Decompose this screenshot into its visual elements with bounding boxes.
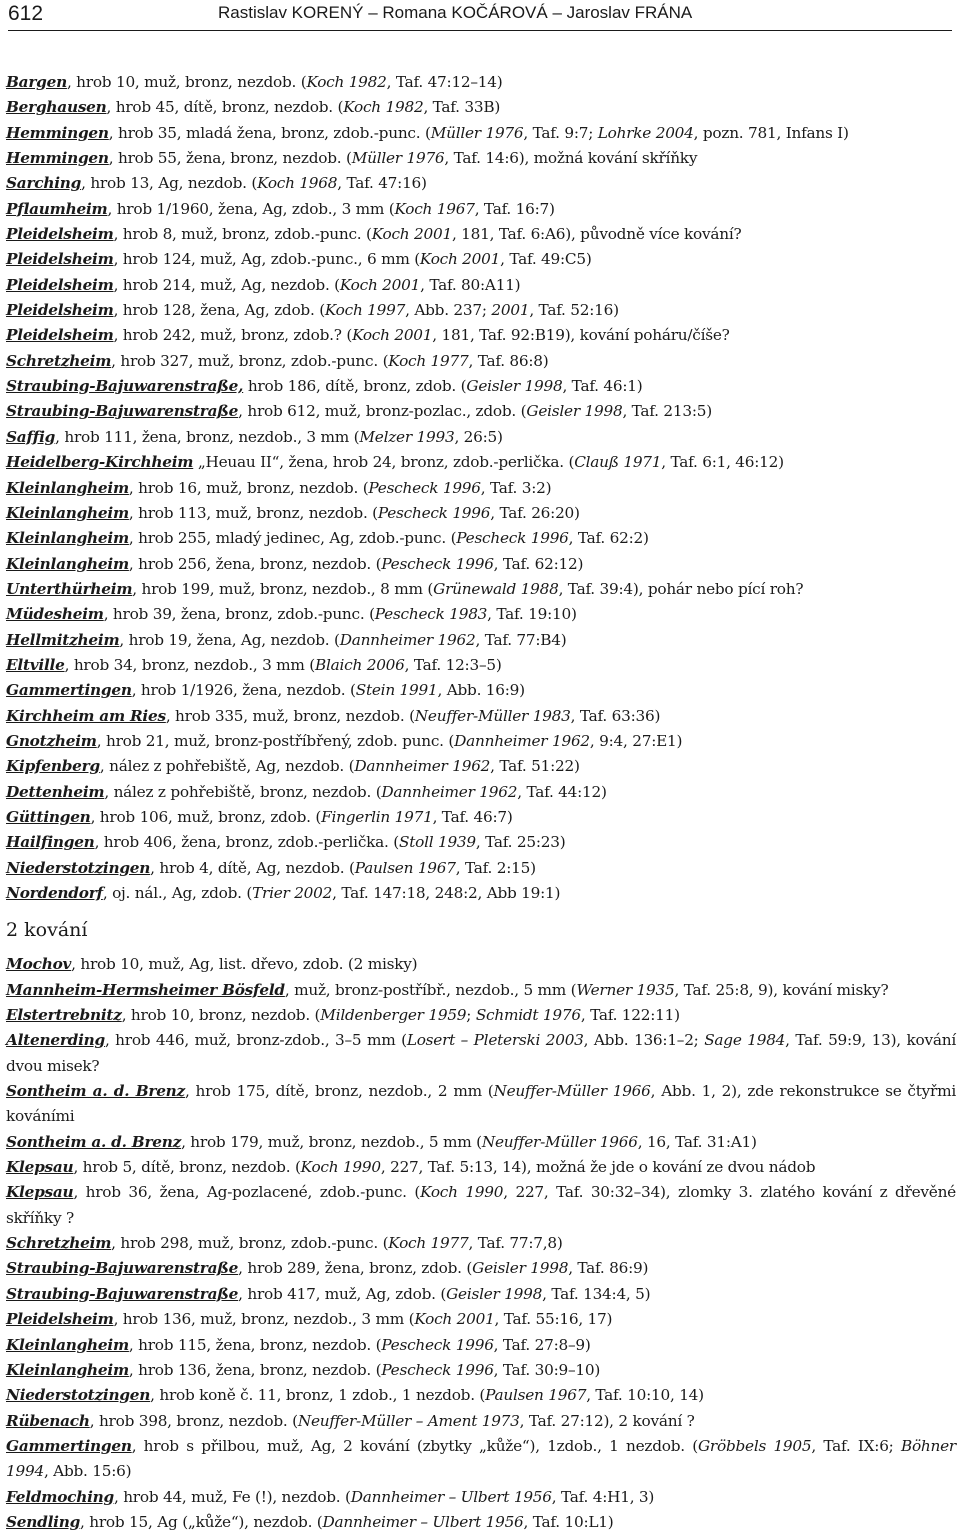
entry-text: , 9:4, 27:E1) [589,731,683,750]
entry-text: , hrob 128, žena, Ag, zdob. ( [113,301,325,320]
catalogue-entry [6,1307,956,1332]
literature-reference: Pescheck 1983 [374,605,488,624]
literature-reference: Dannheimer 1962 [354,757,491,776]
catalogue-entry [6,1231,956,1256]
entry-text: , Taf. 134:4, 5) [542,1284,651,1303]
entry-text: , hrob 327, muž, bronz, zdob.-punc. ( [111,351,389,370]
catalogue-entry [6,171,956,196]
entry-text: , Taf. 12:3–5) [404,655,502,674]
entry-text: , Abb. 16:9) [437,681,525,700]
entry-text: , hrob 199, muž, bronz, nezdob., 8 mm ( [132,579,434,598]
catalogue-entry [6,1079,956,1130]
entry-text: , hrob 446, muž, bronz-zdob., 3–5 mm ( [104,1031,407,1050]
site-name: Pleidelsheim [6,250,114,269]
entry-text: , hrob 16, muž, bronz, nezdob. ( [128,478,369,497]
catalogue-entry [6,1434,956,1485]
catalogue-entry [6,476,956,501]
entry-text: , hrob 34, bronz, nezdob., 3 mm ( [64,655,316,674]
entry-text: , hrob 335, muž, bronz, nezdob. ( [165,706,415,725]
entry-text: , hrob 417, muž, Ag, zdob. ( [238,1284,447,1303]
site-name: Gammertingen [6,1436,132,1455]
entry-text: , Taf. 52:16) [529,301,619,320]
literature-reference: Paulsen 1967 [485,1386,587,1405]
literature-reference: Melzer 1993 [359,427,455,446]
literature-reference: Koch 2001 [371,225,452,244]
entry-text: , Abb. 15:6) [43,1462,132,1481]
literature-reference: Koch 1977 [388,351,469,370]
site-name: Pleidelsheim [6,1310,114,1329]
entry-text: , Taf. 44:12) [517,782,607,801]
literature-reference: Dannheimer 1962 [454,731,590,750]
entry-text: , Taf. 3:2) [480,478,552,497]
entry-text: , hrob 115, žena, bronz, nezdob. ( [128,1335,382,1354]
literature-reference: Müller 1976 [430,123,524,142]
entry-text: , hrob 179, muž, bronz, nezdob., 5 mm ( [181,1132,482,1151]
entry-text: ; [466,1006,476,1025]
catalogue-entry [6,222,956,247]
literature-reference: Koch 1977 [388,1234,469,1253]
site-name: Kleinlangheim [6,1335,129,1354]
catalogue-entry [6,628,956,653]
entry-text: , hrob 1/1926, žena, nezdob. ( [131,681,356,700]
entry-text: , Taf. 55:16, 17) [494,1310,613,1329]
site-name: Pleidelsheim [6,301,114,320]
catalogue-entry [6,978,956,1003]
entry-text: , hrob 612, muž, bronz-pozlac., zdob. ( [238,402,527,421]
catalogue-entry [6,146,956,171]
entry-text: , nález z pohřebiště, Ag, nezdob. ( [99,757,355,776]
catalogue-entry [6,856,956,881]
site-name: Schretzheim [6,1234,112,1253]
entry-text: , Taf. 27:12), 2 kování ? [519,1411,695,1430]
site-name: Kipfenberg [6,757,100,776]
site-name: Nordendorf [6,884,103,902]
site-name: Rübenach [6,1411,90,1430]
entry-text: , pozn. 781, Infans I) [693,123,849,142]
catalogue-entry [6,247,956,272]
entry-text: , hrob 113, muž, bronz, nezdob. ( [128,503,378,522]
site-name: Kirchheim am Ries [6,706,166,725]
site-name: Kleinlangheim [6,503,129,522]
entry-text: , hrob 4, dítě, Ag, nezdob. ( [150,858,355,877]
catalogue-entry [6,1510,956,1535]
entry-text: , hrob 111, žena, bronz, nezdob., 3 mm ( [55,427,360,446]
literature-reference: Koch 2001 [339,275,421,294]
entry-text: , Taf. 122:11) [580,1006,680,1025]
entry-text: , hrob 136, žena, bronz, nezdob. ( [128,1360,382,1379]
entry-text: , Taf. 77:7,8) [468,1234,563,1253]
site-name: Niederstotzingen [6,858,151,877]
catalogue-entry [6,704,956,729]
literature-reference: Pescheck 1996 [381,554,494,573]
entry-text: , Taf. 26:20) [490,503,580,522]
catalogue-entry [6,323,956,348]
entry-text: , hrob 136, muž, bronz, nezdob., 3 mm ( [113,1310,415,1329]
entry-text: , Taf. 2:15) [455,858,536,877]
site-name: Klepsau [6,1183,74,1202]
running-title: Rastislav KORENÝ – Romana KOČÁROVÁ – Jaroslav FRÁNA [218,3,693,22]
entry-text: , 16, Taf. 31:A1) [637,1132,757,1151]
entry-text: , Taf. 147:18, 248:2, Abb 19:1) [332,884,561,902]
entry-text: , Taf. 19:10) [487,605,577,624]
entry-text: , hrob 406, žena, bronz, zdob.-perlička. ( [94,833,399,852]
entry-text: , Taf. 62:12) [493,554,584,573]
literature-reference: Paulsen 1967 [354,858,456,877]
catalogue-entry [6,754,956,779]
site-name: Pflaumheim [6,199,108,218]
literature-reference: Dannheimer 1962 [339,630,476,649]
literature-reference: Dannheimer – Ulbert 1956 [322,1512,524,1531]
literature-reference: Blaich 2006 [315,655,405,674]
entry-text: , Abb. 1, 2), zde rekonstrukce se čtyřmi kováními [6,1082,956,1126]
entry-text: , Taf. 62:2) [568,529,649,548]
entry-text: , Taf. 9:7; [523,123,598,142]
literature-reference: Neuffer-Müller – Ament 1973 [297,1411,520,1430]
site-name: Bargen [6,73,67,91]
literature-reference: Koch 2001 [414,1310,495,1329]
site-name: Müdesheim [6,605,104,624]
entry-text: , nález z pohřebiště, bronz, nezdob. ( [104,782,382,801]
site-name: Schretzheim [6,351,112,370]
entry-text: , Taf. 86:8) [468,351,549,370]
entry-text: , 227, Taf. 30:32–34), zlomky 3. zlatého kování z dřevěné skříňky ? [6,1183,956,1227]
entry-text: , Taf. 46:1) [562,377,643,396]
site-name: Elstertrebnitz [6,1006,122,1025]
catalogue-entry [6,1155,956,1180]
entry-text: , Taf. 10:10, 14) [586,1386,704,1405]
site-name: Klepsau [6,1158,74,1177]
entry-text: , Abb. 237; [405,301,492,320]
literature-reference: Sage 1984 [704,1031,786,1050]
entry-text: , Taf. 63:36) [570,706,661,725]
entry-text: „Heuau II“, žena, hrob 24, bronz, zdob.-perlička. ( [193,453,575,472]
site-name: Kleinlangheim [6,1360,129,1379]
catalogue-entry [6,399,956,424]
site-name: Straubing-Bajuwarenstraße [6,1259,239,1278]
literature-reference: Stoll 1939 [398,833,476,852]
literature-reference: Geisler 1998 [446,1284,543,1303]
literature-reference: Dannheimer 1962 [381,782,518,801]
literature-reference: Trier 2002 [252,884,333,902]
entry-text: , Abb. 136:1–2; [583,1031,705,1050]
catalogue-entry [6,1180,956,1231]
catalogue-entry [6,1333,956,1358]
literature-reference: Koch 1968 [257,174,338,193]
catalogue-entry [6,678,956,703]
literature-reference: Koch 1982 [343,98,424,117]
catalogue-entry [6,1028,956,1079]
site-name: Mannheim-Hermsheimer Bösfeld [6,980,285,999]
literature-reference: Neuffer-Müller 1983 [414,706,571,725]
entry-text: , Taf. 47:12–14) [386,73,503,91]
literature-reference: Grünewald 1988 [433,579,559,598]
site-name: Güttingen [6,807,91,826]
site-name: Hemmingen [6,123,109,142]
literature-reference: Geisler 1998 [466,377,563,396]
site-name: Sarching [6,174,82,193]
site-name: Gnotzheim [6,731,97,750]
entry-text: , hrob 298, muž, bronz, zdob.-punc. ( [111,1234,389,1253]
catalogue-entry [6,1003,956,1028]
site-name: Straubing-Bajuwarenstraße [6,402,239,421]
catalogue-entry [6,526,956,551]
entry-text: , muž, bronz-postříbř., nezdob., 5 mm ( [284,980,577,999]
site-name: Eltville [6,655,65,674]
site-name: Sontheim a. d. Brenz [6,1132,182,1151]
entry-text: , Taf. 10:L1) [523,1512,614,1531]
entry-text: , hrob 1/1960, žena, Ag, zdob., 3 mm ( [107,199,395,218]
entry-text: hrob 186, dítě, bronz, zdob. ( [243,377,467,396]
literature-reference: 2001 [491,301,530,320]
site-name: Pleidelsheim [6,326,114,345]
entry-text: , Taf. 27:8–9) [493,1335,591,1354]
entry-text: , Taf. 80:A11) [420,275,521,294]
literature-reference: Dannheimer – Ulbert 1956 [350,1487,552,1506]
literature-reference: Pescheck 1996 [381,1335,494,1354]
entry-text: , Taf. IX:6; [811,1436,901,1455]
entry-text: , hrob 15, Ag („kůže“), nezdob. ( [80,1512,323,1531]
literature-reference: Böhner 1994 [6,1436,956,1481]
catalogue-entry [6,197,956,222]
literature-reference: Koch 2001 [352,326,433,345]
catalogue-entry [6,1358,956,1383]
entry-text: , oj. nál., Ag, zdob. ( [102,884,253,902]
site-name: Sontheim a. d. Brenz [6,1082,185,1101]
site-name: Hemmingen [6,149,109,168]
entry-text: , hrob 35, mladá žena, bronz, zdob.-punc. ( [108,123,431,142]
entry-text: , hrob 256, žena, bronz, nezdob. ( [128,554,382,573]
site-name: Dettenheim [6,782,105,801]
catalogue-entry [6,1282,956,1307]
literature-reference: Pescheck 1996 [368,478,481,497]
site-name: Hellmitzheim [6,630,120,649]
site-name: Mochov [6,955,72,974]
literature-reference: Mildenberger 1959 [320,1006,467,1025]
literature-reference: Koch 1967 [394,199,475,218]
entry-text: , hrob 10, bronz, nezdob. ( [121,1006,321,1025]
site-name: Gammertingen [6,681,132,700]
catalogue-entry [6,552,956,577]
site-name: Altenerding [6,1031,105,1050]
catalogue-entry [6,1383,956,1408]
entry-text: , hrob 106, muž, bronz, zdob. ( [90,807,322,826]
entry-text: , hrob 242, muž, bronz, zdob.? ( [113,326,353,345]
entry-text: , hrob 45, dítě, bronz, nezdob. ( [106,98,344,117]
entry-text: , Taf. 4:H1, 3) [551,1487,655,1506]
literature-reference: Schmidt 1976 [475,1006,581,1025]
entry-text: , 26:5) [454,427,503,446]
literature-reference: Koch 1990 [420,1183,504,1202]
site-name: Kleinlangheim [6,478,129,497]
entry-text: , hrob 214, muž, Ag, nezdob. ( [113,275,340,294]
entry-text: , Taf. 25:23) [475,833,566,852]
entry-text: , hrob 44, muž, Fe (!), nezdob. ( [113,1487,351,1506]
entry-text: , hrob 13, Ag, nezdob. ( [81,174,258,193]
entry-text: , Taf. 16:7) [474,199,555,218]
entry-text: , hrob 39, žena, bronz, zdob.-punc. ( [103,605,375,624]
entry-text: , hrob 289, žena, bronz, zdob. ( [238,1259,473,1278]
literature-reference: Neuffer-Müller 1966 [493,1082,651,1101]
entry-text: , Taf. 30:9–10) [493,1360,601,1379]
entry-text: , hrob 36, žena, Ag-pozlacené, zdob.-punc. ( [73,1183,421,1202]
catalogue-entry [6,298,956,323]
section-heading: 2 kování [6,919,88,942]
entry-text: , hrob koně č. 11, bronz, 1 zdob., 1 nezdob. ( [150,1386,486,1405]
entry-text: , 181, Taf. 92:B19), kování poháru/číše? [432,326,730,345]
site-name: Heidelberg-Kirchheim [6,453,194,472]
catalogue-entry [6,1130,956,1155]
entry-text: , Taf. 6:1, 46:12) [661,453,784,472]
site-name: Niederstotzingen [6,1386,151,1405]
catalogue-entry [6,374,956,399]
literature-reference: Koch 1990 [300,1158,381,1177]
literature-reference: Koch 2001 [419,250,501,269]
page-number: 612 [8,2,44,25]
catalogue-entry [6,952,956,977]
entry-text: , Taf. 77:B4) [475,630,567,649]
entry-text: , 227, Taf. 5:13, 14), možná že jde o kování ze dvou nádob [380,1158,816,1177]
catalogue-list-2 [6,952,956,1535]
site-name: Saffig [6,427,56,446]
catalogue-entry [6,1485,956,1510]
literature-reference: Clauß 1971 [574,453,662,472]
entry-text: , Taf. 59:9, 13), kování dvou misek? [6,1031,957,1075]
site-name: Unterthürheim [6,579,133,598]
site-name: Pleidelsheim [6,275,114,294]
literature-reference: Stein 1991 [355,681,438,700]
entry-text: , Taf. 33B) [423,98,501,117]
literature-reference: Koch 1997 [324,301,406,320]
catalogue-entry [6,349,956,374]
entry-text: , hrob 21, muž, bronz-postříbřený, zdob. punc. ( [96,731,455,750]
catalogue-entry [6,1409,956,1434]
literature-reference: Pescheck 1996 [377,503,491,522]
entry-text: , hrob 255, mladý jedinec, Ag, zdob.-punc. ( [128,529,457,548]
catalogue-entry [6,95,956,120]
site-name: Berghausen [6,98,107,117]
catalogue-entry [6,805,956,830]
literature-reference: Geisler 1998 [526,402,623,421]
literature-reference: Pescheck 1996 [381,1360,494,1379]
catalogue-entry [6,602,956,627]
site-name: Kleinlangheim [6,554,129,573]
catalogue-entry [6,450,956,475]
site-name: Straubing-Bajuwarenstraße, [6,377,244,396]
entry-text: , hrob 55, žena, bronz, nezdob. ( [108,149,352,168]
catalogue-entry [6,273,956,298]
page-header [8,0,952,31]
catalogue-entry [6,577,956,602]
catalogue-entry [6,70,956,95]
site-name: Hailfingen [6,833,95,852]
catalogue-list-1 [6,70,956,906]
site-name: Sendling [6,1512,81,1531]
entry-text: , hrob 8, muž, bronz, zdob.-punc. ( [113,225,372,244]
catalogue-entry [6,780,956,805]
entry-text: , 181, Taf. 6:A6), původně více kování? [451,225,742,244]
entry-text: , Taf. 49:C5) [500,250,592,269]
literature-reference: Werner 1935 [576,980,675,999]
entry-text: , hrob 19, žena, Ag, nezdob. ( [119,630,340,649]
catalogue-entry [6,121,956,146]
catalogue-entry [6,653,956,678]
entry-text: , Taf. 25:8, 9), kování misky? [674,980,889,999]
literature-reference: Fingerlin 1971 [321,807,433,826]
entry-text: , Taf. 47:16) [337,174,427,193]
entry-text: , hrob 398, bronz, nezdob. ( [89,1411,298,1430]
entry-text: , Taf. 39:4), pohár nebo pící roh? [558,579,804,598]
entry-text: , hrob s přilbou, muž, Ag, 2 kování (zbytky „kůže“), 1zdob., 1 nezdob. ( [131,1436,698,1455]
literature-reference: Losert – Pleterski 2003 [406,1031,584,1050]
catalogue-entry [6,1256,956,1281]
entry-text: , hrob 10, muž, bronz, nezdob. ( [66,73,307,91]
catalogue-entries [6,70,956,1535]
literature-reference: Koch 1982 [306,73,387,91]
catalogue-entry [6,425,956,450]
entry-text: , Taf. 46:7) [432,807,513,826]
entry-text: , hrob 175, dítě, bronz, nezdob., 2 mm ( [184,1082,494,1101]
site-name: Kleinlangheim [6,529,129,548]
literature-reference: Lohrke 2004 [597,123,694,142]
site-name: Pleidelsheim [6,225,114,244]
literature-reference: Neuffer-Müller 1966 [481,1132,638,1151]
catalogue-entry [6,881,956,906]
literature-reference: Pescheck 1996 [456,529,569,548]
site-name: Feldmoching [6,1487,114,1506]
entry-text: , hrob 124, muž, Ag, zdob.-punc., 6 mm ( [113,250,420,269]
literature-reference: Geisler 1998 [472,1259,569,1278]
entry-text: , Taf. 51:22) [490,757,580,776]
catalogue-entry [6,501,956,526]
catalogue-entry [6,830,956,855]
literature-reference: Gröbbels 1905 [697,1436,812,1455]
entry-text: , Taf. 14:6), možná kování skříňky [444,149,698,168]
entry-text: , hrob 5, dítě, bronz, nezdob. ( [73,1158,301,1177]
entry-text: , Taf. 213:5) [622,402,712,421]
site-name: Straubing-Bajuwarenstraße [6,1284,239,1303]
literature-reference: Müller 1976 [351,149,445,168]
entry-text: , hrob 10, muž, Ag, list. dřevo, zdob. (2 misky) [71,955,418,974]
catalogue-entry [6,729,956,754]
entry-text: , Taf. 86:9) [568,1259,649,1278]
